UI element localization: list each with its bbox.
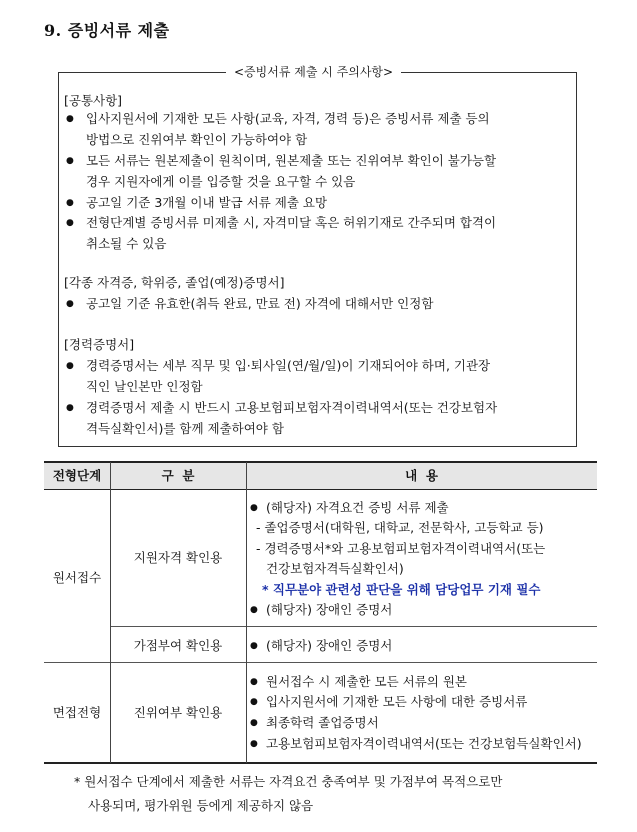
common-item-4: 전형단계별 증빙서류 미제출 시, 자격미달 혹은 허위기재로 간주되며 합격이 bbox=[86, 215, 497, 230]
bullet-icon: ● bbox=[250, 739, 258, 749]
header-content: 내 용 bbox=[405, 468, 438, 483]
career-item-1-cont: 직인 날인본만 인정함 bbox=[86, 379, 203, 394]
cert-header: [각종 자격증, 학위증, 졸업(예정)증명서] bbox=[64, 275, 285, 290]
category-eligibility: 지원자격 확인용 bbox=[133, 550, 223, 565]
row1-line-1: (해당자) 자격요건 증빙 서류 제출 bbox=[266, 500, 449, 515]
bullet-icon: ● bbox=[66, 114, 74, 124]
common-item-1-cont: 방법으로 진위여부 확인이 가능하여야 함 bbox=[86, 132, 308, 147]
common-header: [공통사항] bbox=[64, 93, 123, 108]
common-item-4-cont: 취소될 수 있음 bbox=[86, 236, 167, 251]
header-category: 구 분 bbox=[161, 468, 195, 483]
row1-line-4: 건강보험자격득실확인서) bbox=[266, 561, 404, 576]
col-divider-2 bbox=[246, 462, 247, 763]
bullet-icon: ● bbox=[66, 299, 74, 309]
cert-item-1: 공고일 기준 유효한(취득 완료, 만료 전) 자격에 대해서만 인정함 bbox=[86, 296, 434, 311]
row1-line-2: - 졸업증명서(대학원, 대학교, 전문학사, 고등학교 등) bbox=[256, 520, 544, 535]
bullet-icon: ● bbox=[66, 403, 74, 413]
header-stage: 전형단계 bbox=[52, 468, 102, 483]
career-header: [경력증명서] bbox=[64, 337, 135, 352]
common-item-2-cont: 경우 지원자에게 이를 입증할 것을 요구할 수 있음 bbox=[86, 174, 356, 189]
bullet-icon: ● bbox=[250, 718, 258, 728]
row1-note: * 직무분야 관련성 판단을 위해 담당업무 기재 필수 bbox=[262, 582, 541, 597]
row3-line-4: 고용보험피보험자격이력내역서(또는 건강보험득실확인서) bbox=[266, 736, 582, 751]
section-title: 9. 증빙서류 제출 bbox=[44, 21, 170, 40]
table-top-border bbox=[44, 461, 597, 463]
bullet-icon: ● bbox=[250, 677, 258, 687]
footnote-line-2: 사용되며, 평가위원 등에게 제공하지 않음 bbox=[88, 798, 314, 813]
table-bottom-border bbox=[44, 762, 597, 764]
notice-heading: <증빙서류 제출 시 주의사항> bbox=[226, 64, 401, 80]
stage-application: 원서접수 bbox=[52, 570, 102, 585]
bullet-icon: ● bbox=[250, 605, 258, 615]
bullet-icon: ● bbox=[66, 218, 74, 228]
row3-line-3: 최종학력 졸업증명서 bbox=[266, 715, 379, 730]
bullet-icon: ● bbox=[250, 641, 258, 651]
common-item-3: 공고일 기준 3개월 이내 발급 서류 제출 요망 bbox=[86, 195, 328, 210]
career-item-1: 경력증명서는 세부 직무 및 입·퇴사일(연/월/일)이 기재되어야 하며, 기관장 bbox=[86, 358, 491, 373]
row2-line-1: (해당자) 장애인 증명서 bbox=[266, 638, 393, 653]
common-item-2: 모든 서류는 원본제출이 원칙이며, 원본제출 또는 진위여부 확인이 불가능할 bbox=[86, 153, 497, 168]
row1-line-3: - 경력증명서*와 고용보험피보험자격이력내역서(또는 bbox=[256, 541, 546, 556]
career-item-2: 경력증명서 제출 시 반드시 고용보험피보험자격이력내역서(또는 건강보험자 bbox=[86, 400, 498, 415]
row3-line-2: 입사지원서에 기재한 모든 사항에 대한 증빙서류 bbox=[266, 694, 528, 709]
stage-interview: 면접전형 bbox=[52, 705, 102, 720]
row3-line-1: 원서접수 시 제출한 모든 서류의 원본 bbox=[266, 674, 467, 689]
bullet-icon: ● bbox=[250, 697, 258, 707]
bullet-icon: ● bbox=[250, 503, 258, 513]
stage-divider bbox=[44, 662, 597, 663]
career-item-2-cont: 격득실확인서)를 함께 제출하여야 함 bbox=[86, 421, 284, 436]
bullet-icon: ● bbox=[66, 156, 74, 166]
footnote-line-1: * 원서접수 단계에서 제출한 서류는 자격요건 충족여부 및 가점부여 목적으로만 bbox=[74, 774, 503, 789]
bullet-icon: ● bbox=[66, 198, 74, 208]
row-divider bbox=[110, 626, 597, 627]
bullet-icon: ● bbox=[66, 361, 74, 371]
table-header-border bbox=[44, 489, 597, 490]
common-item-1: 입사지원서에 기재한 모든 사항(교육, 자격, 경력 등)은 증빙서류 제출 등의 bbox=[86, 111, 490, 126]
row1-line-6: (해당자) 장애인 증명서 bbox=[266, 602, 393, 617]
category-authenticity: 진위여부 확인용 bbox=[133, 705, 223, 720]
category-bonus: 가점부여 확인용 bbox=[133, 638, 223, 653]
